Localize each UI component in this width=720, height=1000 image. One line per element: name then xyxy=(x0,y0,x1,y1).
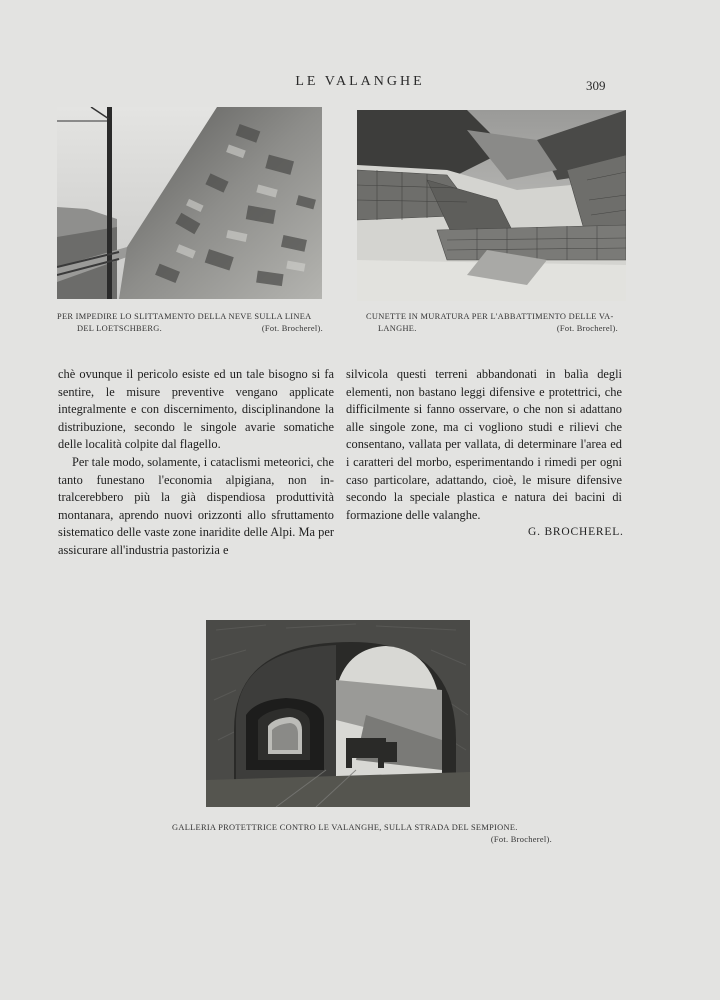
photo-protective-gallery xyxy=(206,620,470,807)
paragraph: Per tale modo, solamente, i cataclismi meteorici, che tanto funestano l'economia alpigiana, non intralcerebbero più la già dispendiosa produttività montanara, aprendo nuovi orizzonti allo sfruttamento sistematico delle vaste zone inaridite delle Alpi. Ma per assicurare all'industria pastorizia e xyxy=(58,454,334,557)
photo-masonry-ditches xyxy=(357,110,626,301)
text-column-left xyxy=(58,366,334,560)
running-title: LE VALANGHE xyxy=(295,74,425,89)
page-number: 309 xyxy=(586,78,606,93)
caption-bottom-line1: GALLERIA PROTETTRICE CONTRO LE VALANGHE, SULLA STRADA DEL SEMPIONE. xyxy=(172,823,518,832)
caption-top-right-credit: (Fot. Brocherel). xyxy=(556,324,618,333)
caption-bottom xyxy=(172,822,558,846)
text-column-right xyxy=(346,366,622,524)
caption-top-left-credit: (Fot. Brocherel). xyxy=(261,324,323,333)
caption-top-left xyxy=(57,311,323,335)
paragraph: chè ovunque il pericolo esiste ed un tale bisogno si fa sentire, le misure preventive vengano applicate integralmente e con discernimento, disciplinandone la distribuzione, secondo le singole avarie somatiche delle località colpite dal flagello. xyxy=(58,367,334,452)
caption-top-left-line1: PER IMPEDIRE LO SLITTAMENTO DELLA NEVE SULLA LINEA xyxy=(57,312,312,321)
author-signature: G. BROCHEREL. xyxy=(528,526,624,538)
paragraph: silvicola questi terreni abbandonati in balìa degli elementi, non bastano leggi difensive e protettrici, che difficilmente si fanno osservare, o che non si adattano alle singole zone, ma ci vogliono studi e rilievi che consentano, vallata per vallata, di determinare l'area ed i caratteri del morbo, esperimentando i rimedi per ogni caso particolare, adattando, cioè, le misure difensive secondo la speciale plastica e natura dei bacini di formazione delle valanghe. xyxy=(346,367,622,522)
caption-top-right-line2: LANGHE. xyxy=(378,324,417,333)
caption-top-right xyxy=(366,311,618,335)
caption-top-left-line2: DEL LOETSCHBERG. xyxy=(77,324,162,333)
caption-bottom-credit: (Fot. Brocherel). xyxy=(490,835,552,844)
photo-loetschberg-line xyxy=(57,107,322,299)
caption-top-right-line1: CUNETTE IN MURATURA PER L'ABBATTIMENTO DELLE VA- xyxy=(366,312,614,321)
